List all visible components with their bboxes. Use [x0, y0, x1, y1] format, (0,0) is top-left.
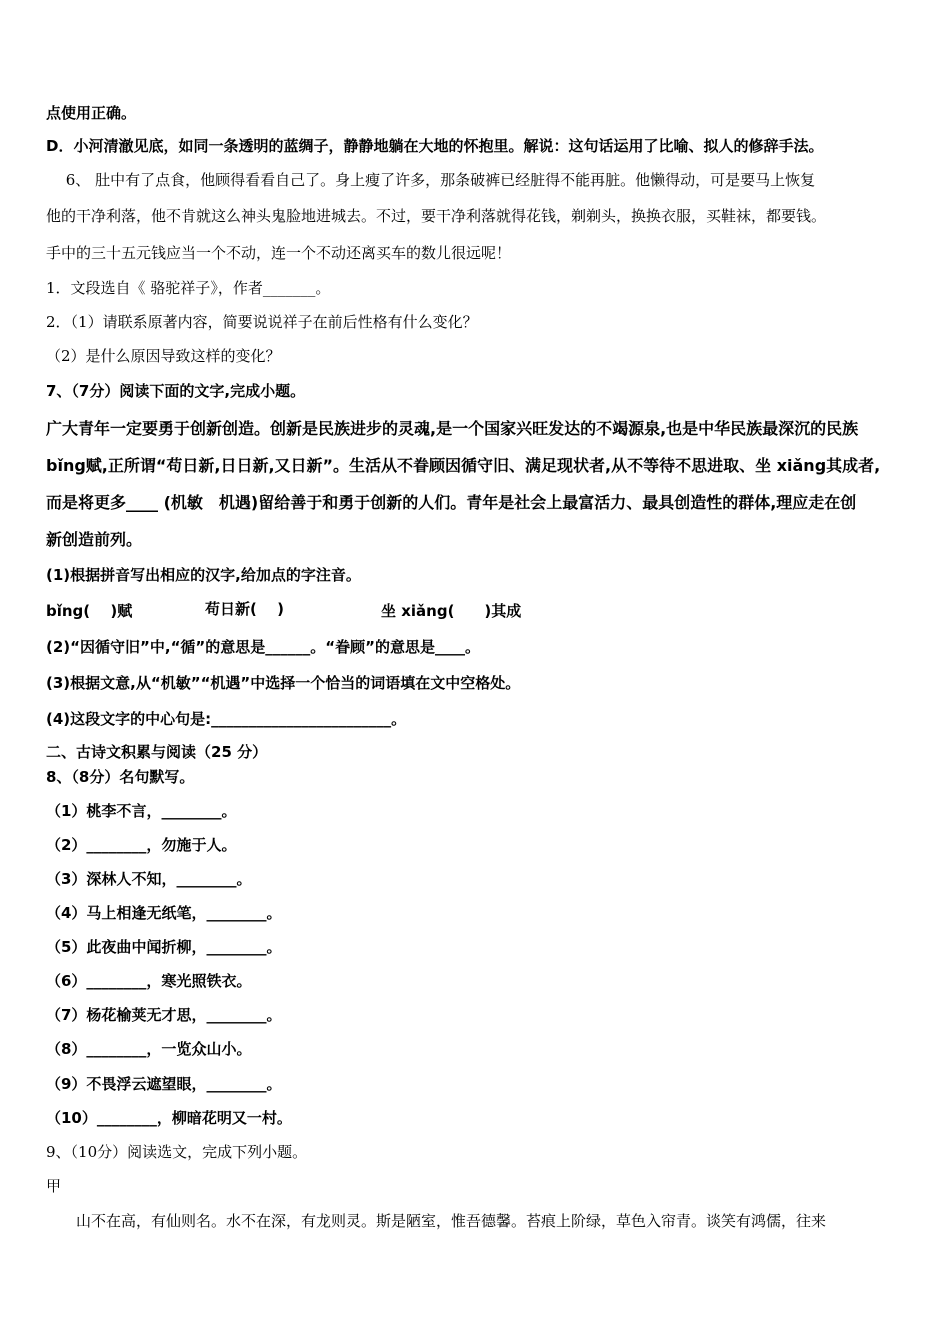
- text-line: 新创造前列。: [46, 530, 143, 549]
- question-line: （1）桃李不言，________。: [46, 802, 237, 820]
- answer-slot: 坐 xiǎng( )其成: [381, 602, 522, 620]
- question-line: （8）________，一览众山小。: [46, 1040, 252, 1058]
- text-line: D．小河清澈见底，如同一条透明的蓝绸子，静静地躺在大地的怀抱里。解说：这句话运用了比喻、拟人的修辞手法。: [46, 137, 824, 155]
- question-line: （7）杨花榆荚无才思，________。: [46, 1006, 282, 1024]
- text-line: 6、 肚中有了点食，他顾得看看自己了。身上瘦了许多，那条破裤已经脏得不能再脏。他懒得动，可是要马上恢复: [46, 171, 816, 189]
- question-line: （10）________，柳暗花明又一村。: [46, 1109, 292, 1127]
- question-line: （2）是什么原因导致这样的变化？: [46, 347, 281, 365]
- passage-label: 甲: [46, 1177, 62, 1195]
- text-line: 山不在高，有仙则名。水不在深，有龙则灵。斯是陋室，惟吾德馨。苔痕上阶绿，草色入帘青。谈笑有鸿儒，往来: [46, 1212, 827, 1230]
- question-line: 1．文段选自《 骆驼祥子》，作者_______。: [46, 279, 331, 297]
- question-line: （2）________，勿施于人。: [46, 836, 237, 854]
- question-heading: 7、（7分）阅读下面的文字,完成小题。: [46, 382, 306, 400]
- question-heading: 8、（8分）名句默写。: [46, 768, 195, 786]
- question-line: (3)根据文意,从“机敏”“机遇”中选择一个恰当的词语填在文中空格处。: [46, 674, 521, 692]
- text-line: 广大青年一定要勇于创新创造。创新是民族进步的灵魂,是一个国家兴旺发达的不竭源泉,也是中华民族最深沉的民族: [46, 419, 859, 438]
- text-line: 他的干净利落，他不肯就这么神头鬼脸地进城去。不过，要干净利落就得花钱，剃剃头，换换衣服，买鞋袜，都要钱。: [46, 207, 827, 225]
- question-line: （5）此夜曲中闻折柳，________。: [46, 938, 282, 956]
- question-line: （9）不畏浮云遮望眼，________。: [46, 1075, 282, 1093]
- question-line: (1)根据拼音写出相应的汉字,给加点的字注音。: [46, 566, 361, 584]
- question-line: （3）深林人不知，________。: [46, 870, 252, 888]
- question-line: （4）马上相逢无纸笔，________。: [46, 904, 282, 922]
- text-line: 手中的三十五元钱应当一个不动，连一个不动还离买车的数儿很远呢！: [46, 244, 512, 262]
- text-line: bǐng赋,正所谓“苟日新,日日新,又日新”。生活从不眷顾因循守旧、满足现状者,从不等待不思进取、坐 xiǎng其成者,: [46, 456, 881, 475]
- question-heading: 9、（10分）阅读选文，完成下列小题。: [46, 1143, 308, 1161]
- question-line: (4)这段文字的中心句是:________________________。: [46, 710, 407, 728]
- text-line: 而是将更多____ (机敏 机遇)留给善于和勇于创新的人们。青年是社会上最富活力、最具创造性的群体,理应走在创: [46, 493, 857, 512]
- question-line: 2．（1）请联系原著内容，简要说说祥子在前后性格有什么变化？: [46, 313, 478, 331]
- text-line: 点使用正确。: [46, 104, 137, 122]
- answer-slot: bǐng( )赋: [46, 602, 133, 620]
- answer-slot: 苟日新( ): [205, 600, 284, 618]
- question-line: （6）________，寒光照铁衣。: [46, 972, 252, 990]
- question-line: (2)“因循守旧”中,“循”的意思是______。“眷顾”的意思是____。: [46, 638, 480, 656]
- section-heading: 二、古诗文积累与阅读（25 分）: [46, 743, 268, 761]
